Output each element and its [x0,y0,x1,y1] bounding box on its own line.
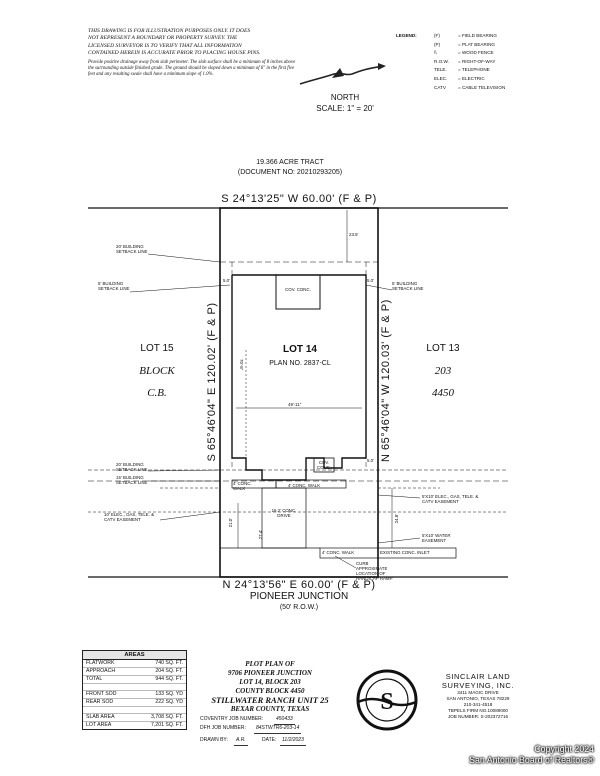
lot-right-cb: 4450 [432,387,454,399]
plan-number: PLAN NO. 2837-CL [269,360,331,367]
drainage-note: Provide positive drainage away from slab perimeter. The slab surface shall be a minimum of 8 inches above the surrounding outside finished grade. The ground should be sloped down a minimum of 6" in the first five feet and any resulting swale shall have a minimum slope of 1.0%. [88,60,296,77]
lot-right-block: 203 [434,365,452,377]
front-setback-label: 20' BUILDING SETBACK LINE [116,462,148,473]
right-bearing: N 65°46'04" W 120.03' (F & P) [380,299,392,462]
legend-symbol: ELEC. [434,76,448,81]
date-label: DATE: [262,737,277,743]
dfh-label: DFH JOB NUMBER: [200,725,246,731]
lot-right [418,338,468,404]
dim-front-left: 21.0' [228,517,234,528]
areas-gap [83,684,186,691]
dim-side-3: 5.0' [367,458,374,463]
plot-plan-address: 9706 PIONEER JUNCTION [227,669,312,677]
front-setback-2-label: 15' BUILDING SETBACK LINE [116,475,148,486]
legend-desc: = FIELD BEARING [458,33,497,38]
areas-row [83,668,186,676]
cov-conc-rear-label: COV. CONC. [285,287,311,292]
lot-title: LOT 14 [283,344,317,355]
dim-side-1: 5.0' [223,278,230,283]
plot-plan-subdivision: STILLWATER RANCH UNIT 25 [211,695,329,705]
legend-symbol: (P) [434,41,441,47]
company-firm: TBPELS FIRM NO.10089000 [447,708,508,713]
water-easement-label: 5'X10' WATER EASEMENT [422,533,451,544]
areas-value: 204 SQ. FT. [155,668,183,674]
copyright-line-1: Copyright 2024 [534,744,594,754]
areas-row [83,699,186,707]
drawn-label: DRAWN BY: [200,737,228,743]
house-footprint [232,275,366,480]
plot-plan-county-block: COUNTY BLOCK 4450 [235,687,305,695]
areas-table [82,650,187,730]
legend-title: LEGEND: [396,33,417,38]
company-name: SINCLAIR LAND [445,672,511,681]
dim-front-right: 24.8' [394,513,400,524]
disclaimer-line: NOT REPRESENT A BOUNDARY OR PROPERTY SURVEY. THE [88,35,238,42]
copyright-line-2: San Antonio Board of Realtors® [469,755,594,765]
copyright-watermark [469,744,594,766]
lot-left-cb: C.B. [147,387,167,399]
coventry-label: COVENTRY JOB NUMBER: [200,716,264,722]
easement-right-label: 5'X10' ELEC., GAS, TELE. & CATV EASEMENT [422,494,479,505]
dim-depth: 70'-5" [239,359,245,371]
easement-left-label: 10' ELEC., GAS, TELE. & CATV EASEMENT [104,512,155,523]
top-bearing: S 24°13'25" W 60.00' (F & P) [221,193,377,205]
areas-label: APPROACH [86,668,116,674]
company-name-2: SURVEYING, INC. [441,681,515,690]
walk-street-label: 4' CONC. WALK [322,550,355,555]
company-phone: 210-341-4518 [463,702,493,707]
areas-value: 740 SQ. FT. [155,660,183,666]
lot-left [132,338,182,404]
areas-value: 7,201 SQ. FT. [150,722,183,728]
areas-label: TOTAL [86,676,103,682]
areas-row [83,676,186,684]
dfh-row [200,723,300,733]
drive-label: 16.2' CONC. DRIVE [271,508,297,519]
dim-width: 49'-11" [288,402,302,407]
dim-side-2: 5.0' [367,278,374,283]
dim-rear: 23.5' [349,232,359,237]
property-boundary [220,208,378,577]
side-setback-left-label: 5' BUILDING SETBACK LINE [98,281,130,292]
coventry-value: 450433 [274,714,295,725]
disclaimer-line: CONTAINED HEREIN IS ACCURATE PRIOR TO PLACING HOUSE PINS. [88,49,261,56]
logo-letter: S [380,689,394,715]
walk-left-label: 4' CONC. WALK [233,481,252,492]
areas-row [83,691,186,699]
lot-right-lot: LOT 13 [426,343,460,354]
tract-name: 19.366 ACRE TRACT [256,159,324,166]
areas-label: REAR SOD [86,699,114,705]
left-bearing: S 65°46'04" E 120.02' (F & P) [206,302,218,462]
drawn-value: A.R. [234,735,248,746]
legend-symbol: \\ [434,50,437,56]
dfh-value: 84STWTR6-203-14 [254,723,301,734]
street-row: (50' R.O.W.) [279,604,319,611]
rear-setback-label: 20' BUILDING SETBACK LINE [116,244,148,255]
areas-gap [83,707,186,714]
dim-drive: 27.4' [258,529,264,540]
areas-label: SLAB AREA [86,714,115,720]
areas-row [83,714,186,722]
lot-left-block: BLOCK [139,365,175,377]
areas-row [83,722,186,729]
legend-desc: = PLAT BEARING [458,41,495,47]
disclaimer-line: THIS DRAWING IS FOR ILLUSTRATION PURPOSES ONLY. IT DOES [88,28,251,34]
street-name: PIONEER JUNCTION [249,591,349,602]
side-setback-right-label: 5' BUILDING SETBACK LINE [392,281,424,292]
legend-desc: = TELEPHONE [458,67,490,73]
drawn-row [200,735,304,745]
legend-desc: = CABLE TELEVISION [458,84,506,90]
company-address-1: 3411 MAGIC DRIVE [457,690,499,695]
areas-value: 944 SQ. FT. [155,676,183,682]
lot-left-lot: LOT 15 [140,343,174,354]
ramp-label: APPROXIMATE LOCATION OF HANDICAP RAMP [356,566,393,582]
company-block [418,672,538,720]
areas-value: 133 SQ. YD [155,691,183,697]
legend-desc: = RIGHT-OF-WAY [458,58,496,64]
surveyor-logo-icon [356,668,418,732]
date-value: 11/2/2023 [280,735,306,746]
north-label: NORTH [330,93,360,102]
areas-label: LOT AREA [86,722,112,728]
company-job: JOB NUMBER: S-202372716 [447,714,509,719]
areas-value: 222 SQ. YD [155,699,183,705]
scale-label: SCALE: 1" = 20' [316,104,374,113]
bottom-bearing: N 24°13'56" E 60.00' (F & P) [222,579,376,591]
legend-desc: = ELECTRIC [458,76,485,81]
areas-row [83,660,186,668]
plot-plan-lot-block: LOT 14, BLOCK 203 [239,678,301,686]
legend-symbol: R.O.W. [434,58,449,64]
walk-front-label: 4' CONC. WALK [288,483,321,488]
areas-label: FRONT SOD [86,691,117,697]
plot-plan-county: BEXAR COUNTY, TEXAS [230,705,310,713]
inlet-label: EXISTING CONC. INLET [380,550,430,555]
disclaimer-line: LICENSED SURVEYOR IS TO VERIFY THAT ALL INFORMATION [88,42,242,49]
tract-doc: (DOCUMENT NO: 20210293205) [237,169,343,176]
cov-conc-front-label: COV. CONC. [316,460,332,471]
plot-plan-title [200,660,340,714]
areas-label: FLATWORK [86,660,115,666]
company-address-2: SAN ANTONIO, TEXAS 78229 [446,696,510,701]
legend-symbol: CATV [434,84,446,90]
areas-title: AREAS [83,651,186,660]
plot-plan-heading: PLOT PLAN OF [245,660,295,668]
legend-symbol: TELE. [434,67,447,73]
legend-desc: = WOOD FENCE [458,50,494,56]
legend-symbol: (F) [434,33,440,38]
areas-value: 3,708 SQ. FT. [150,714,183,720]
curb-label: CURB [356,561,369,566]
